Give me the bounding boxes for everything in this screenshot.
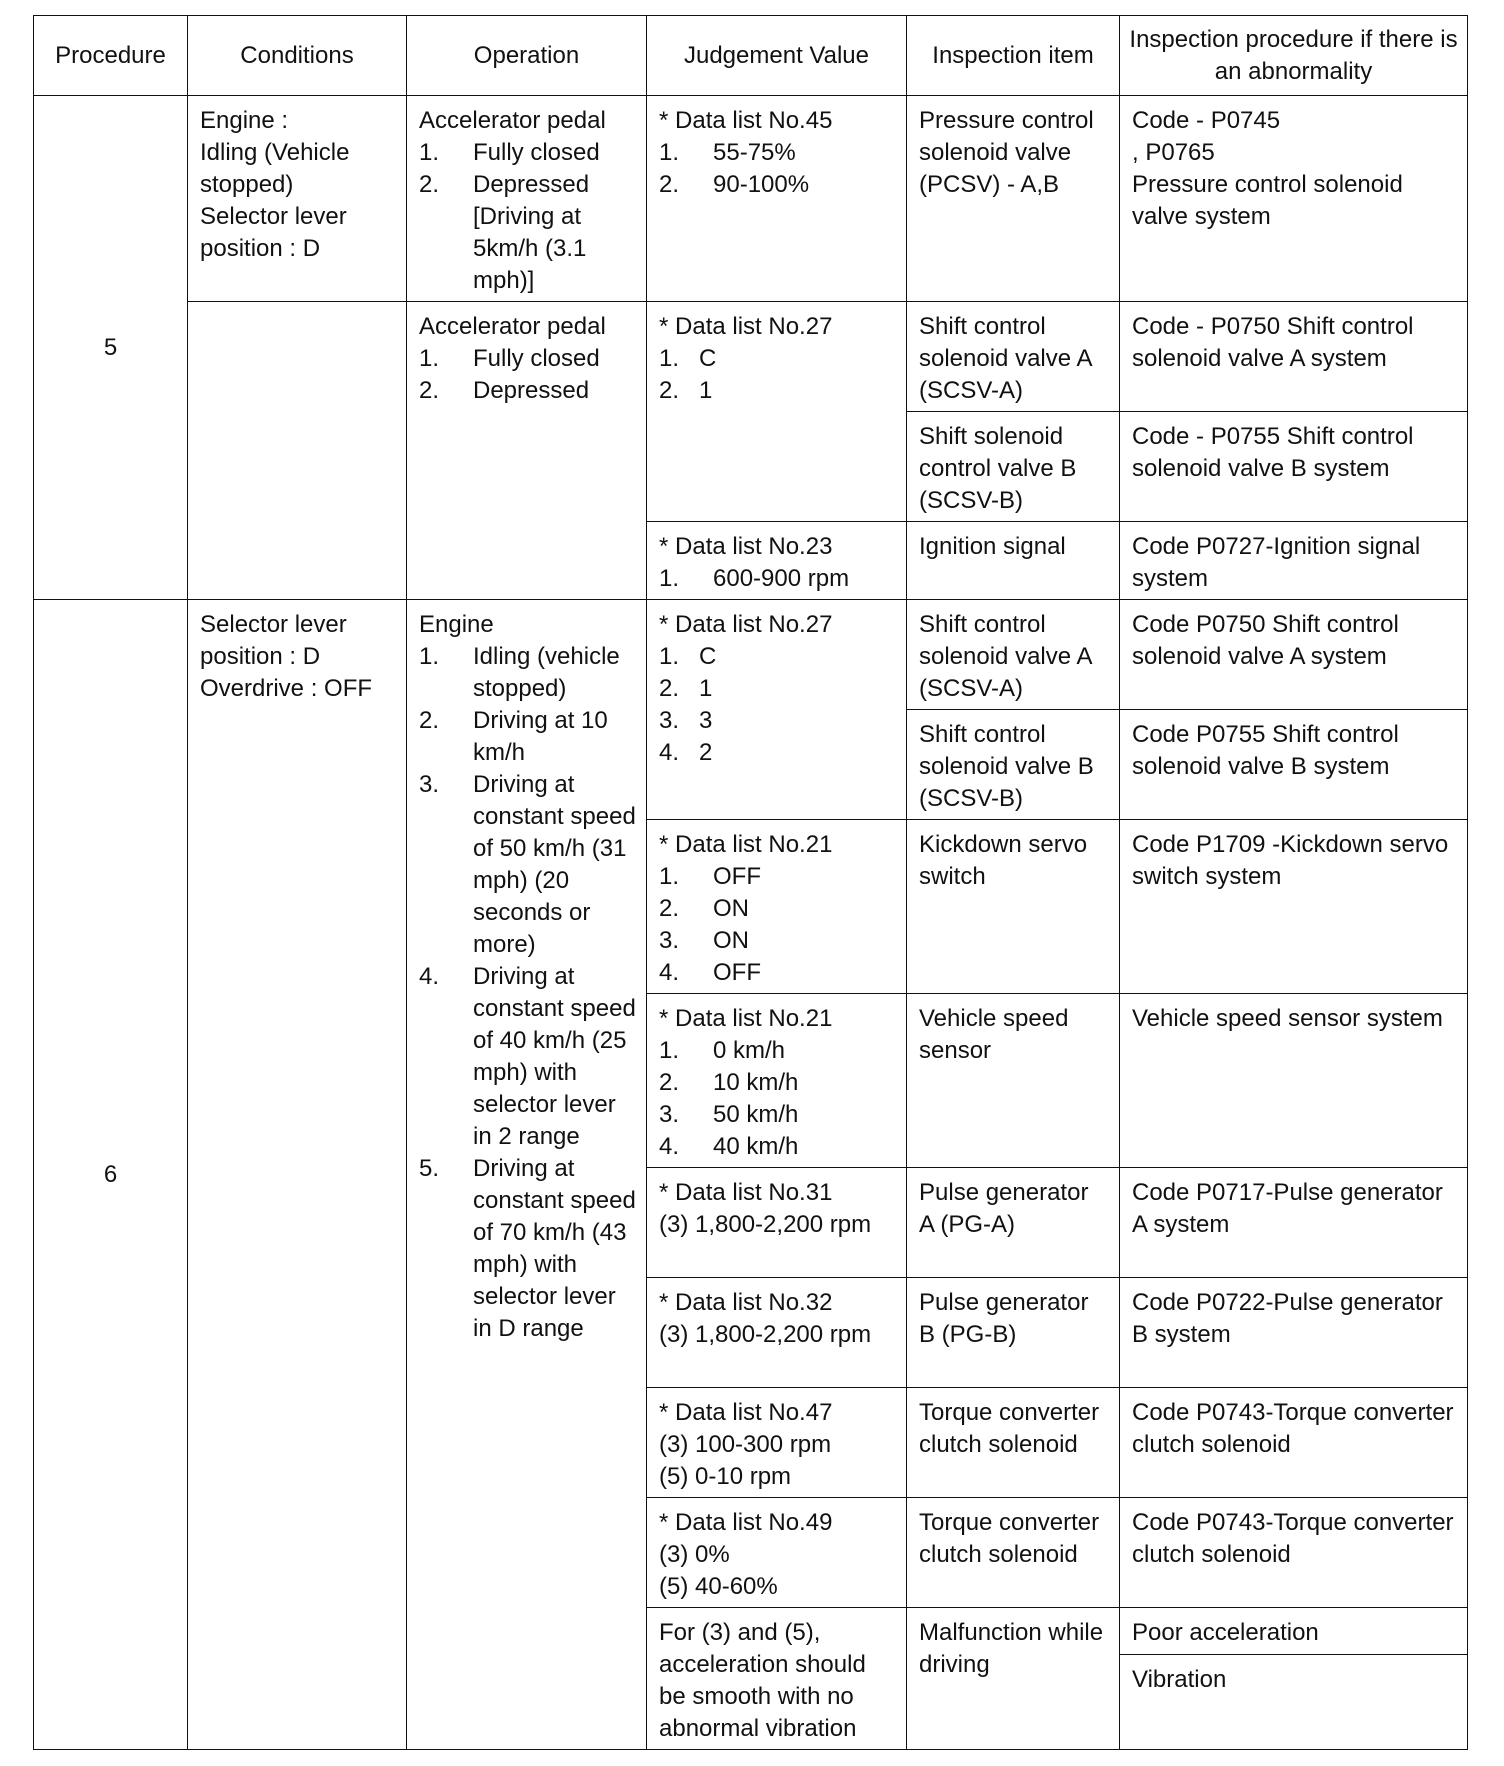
condition-line: Idling (Vehicle stopped): [200, 139, 350, 198]
judgement-line: 1. OFF: [659, 863, 761, 890]
operation-cell: [407, 302, 647, 600]
judgement-cell: For (3) and (5), acceleration should be smooth with no abnormal vibration: [647, 1608, 907, 1750]
judgement-cell: [647, 994, 907, 1168]
data-list-title: * Data list No.27: [659, 313, 833, 340]
data-list-title: * Data list No.23: [659, 533, 833, 560]
conditions-cell: [188, 96, 407, 302]
judgement-cell: [647, 820, 907, 994]
abnormality-procedure: Code - P0755 Shift control solenoid valve B system: [1120, 412, 1468, 522]
judgement-line: 4. 2: [659, 739, 713, 766]
inspection-table: [33, 15, 1468, 1750]
judgement-line: 3. 3: [659, 707, 713, 734]
table-row: [34, 600, 1468, 710]
inspection-item: Ignition signal: [907, 522, 1120, 600]
operation-step: 4. Driving at constant speed of 40 km/h (25 mph) with selector lever in 2 range: [419, 963, 636, 1150]
operation-step: 2. Depressed: [419, 377, 590, 404]
abnormality-procedure: Poor acceleration: [1120, 1608, 1468, 1655]
procedure-number: 6: [34, 600, 188, 1750]
inspection-item: Kickdown servo switch: [907, 820, 1120, 994]
judgement-line: 1. 0 km/h: [659, 1037, 786, 1064]
data-list-title: * Data list No.21: [659, 1005, 833, 1032]
data-list-title: * Data list No.27: [659, 611, 833, 638]
condition-line: Selector lever position : D: [200, 203, 347, 262]
judgement-cell: [647, 1168, 907, 1278]
operation-step: 3. Driving at constant speed of 50 km/h (31 mph) (20 seconds or more): [419, 771, 636, 958]
abnormality-procedure: Code P0743-Torque converter clutch solenoid: [1120, 1498, 1468, 1608]
judgement-cell: [647, 302, 907, 522]
abnormality-procedure: Code P1709 -Kickdown servo switch system: [1120, 820, 1468, 994]
header-inspection-item: Inspection item: [907, 16, 1120, 96]
judgement-line: 1. C: [659, 345, 717, 372]
judgement-line: (5) 0-10 rpm: [659, 1463, 792, 1490]
inspection-item: Shift control solenoid valve B (SCSV-B): [907, 710, 1120, 820]
procedure-number: 5: [34, 96, 188, 600]
data-list-title: * Data list No.21: [659, 831, 833, 858]
judgement-cell: [647, 1498, 907, 1608]
data-list-title: * Data list No.47: [659, 1399, 833, 1426]
conditions-cell-empty: [188, 302, 407, 600]
conditions-cell: [188, 600, 407, 1750]
judgement-line: 4. 40 km/h: [659, 1133, 799, 1160]
operation-step: 5. Driving at constant speed of 70 km/h (43 mph) with selector lever in D range: [419, 1155, 636, 1342]
abnormality-procedure: Vehicle speed sensor system: [1120, 994, 1468, 1168]
table-row: [34, 302, 1468, 412]
abnormality-procedure: Code P0727-Ignition signal system: [1120, 522, 1468, 600]
judgement-line: 2. 90-100%: [659, 171, 810, 198]
table-row: [34, 96, 1468, 302]
operation-step: 2. Depressed [Driving at 5km/h (3.1 mph)]: [419, 171, 590, 294]
judgement-line: 3. 50 km/h: [659, 1101, 799, 1128]
judgement-line: (3) 1,800-2,200 rpm: [659, 1321, 872, 1348]
inspection-item: Pulse generator A (PG-A): [907, 1168, 1120, 1278]
judgement-line: 1. 55-75%: [659, 139, 796, 166]
header-abnormality-procedure: Inspection procedure if there is an abnormality: [1120, 16, 1468, 96]
inspection-item: Vehicle speed sensor: [907, 994, 1120, 1168]
operation-step: 1. Fully closed: [419, 345, 600, 372]
abnormality-procedure: Code P0755 Shift control solenoid valve B system: [1120, 710, 1468, 820]
judgement-line: 2. ON: [659, 895, 749, 922]
inspection-item: Malfunction while driving: [907, 1608, 1120, 1750]
data-list-title: * Data list No.49: [659, 1509, 833, 1536]
abnormality-procedure: Vibration: [1120, 1654, 1468, 1749]
operation-step: 1. Idling (vehicle stopped): [419, 643, 620, 702]
abnormality-procedure: Code - P0745 , P0765 Pressure control solenoid valve system: [1120, 96, 1468, 302]
abnormality-procedure: Code P0743-Torque converter clutch solenoid: [1120, 1388, 1468, 1498]
judgement-cell: [647, 522, 907, 600]
inspection-item: Shift control solenoid valve A (SCSV-A): [907, 600, 1120, 710]
judgement-line: (5) 40-60%: [659, 1573, 778, 1600]
abnormality-procedure: Code - P0750 Shift control solenoid valve A system: [1120, 302, 1468, 412]
header-row: [34, 16, 1468, 96]
inspection-item: Pulse generator B (PG-B): [907, 1278, 1120, 1388]
abnormality-procedure: Code P0722-Pulse generator B system: [1120, 1278, 1468, 1388]
judgement-line: 3. ON: [659, 927, 749, 954]
judgement-line: 4. OFF: [659, 959, 761, 986]
condition-line: Selector lever position : D: [200, 611, 347, 670]
judgement-cell: [647, 1388, 907, 1498]
judgement-cell: [647, 96, 907, 302]
condition-line: Engine :: [200, 107, 289, 134]
judgement-line: (3) 1,800-2,200 rpm: [659, 1211, 872, 1238]
abnormality-procedure: Code P0717-Pulse generator A system: [1120, 1168, 1468, 1278]
judgement-line: (3) 0%: [659, 1541, 730, 1568]
condition-line: Overdrive : OFF: [200, 675, 373, 702]
operation-steps: [419, 137, 636, 297]
header-procedure: Procedure: [34, 16, 188, 96]
judgement-cell: [647, 1278, 907, 1388]
abnormality-procedure: Code P0750 Shift control solenoid valve A system: [1120, 600, 1468, 710]
operation-step: 2. Driving at 10 km/h: [419, 707, 608, 766]
operation-title: Accelerator pedal: [419, 313, 606, 340]
operation-step: 1. Fully closed: [419, 139, 600, 166]
data-list-title: * Data list No.45: [659, 107, 833, 134]
operation-cell: [407, 600, 647, 1750]
inspection-item: Pressure control solenoid valve (PCSV) - A,B: [907, 96, 1120, 302]
inspection-item: Shift solenoid control valve B (SCSV-B): [907, 412, 1120, 522]
judgement-line: 2. 1: [659, 377, 713, 404]
judgement-line: 2. 10 km/h: [659, 1069, 799, 1096]
inspection-item: Torque converter clutch solenoid: [907, 1498, 1120, 1608]
judgement-line: 1. C: [659, 643, 717, 670]
data-list-title: * Data list No.31: [659, 1179, 833, 1206]
judgement-line: 1. 600-900 rpm: [659, 565, 850, 592]
judgement-line: (3) 100-300 rpm: [659, 1431, 832, 1458]
judgement-cell: [647, 600, 907, 820]
judgement-line: 2. 1: [659, 675, 713, 702]
header-conditions: Conditions: [188, 16, 407, 96]
operation-cell: [407, 96, 647, 302]
inspection-item: Shift control solenoid valve A (SCSV-A): [907, 302, 1120, 412]
data-list-title: * Data list No.32: [659, 1289, 833, 1316]
operation-title: Engine: [419, 611, 494, 638]
header-judgement-value: Judgement Value: [647, 16, 907, 96]
header-operation: Operation: [407, 16, 647, 96]
inspection-item: Torque converter clutch solenoid: [907, 1388, 1120, 1498]
operation-title: Accelerator pedal: [419, 107, 606, 134]
